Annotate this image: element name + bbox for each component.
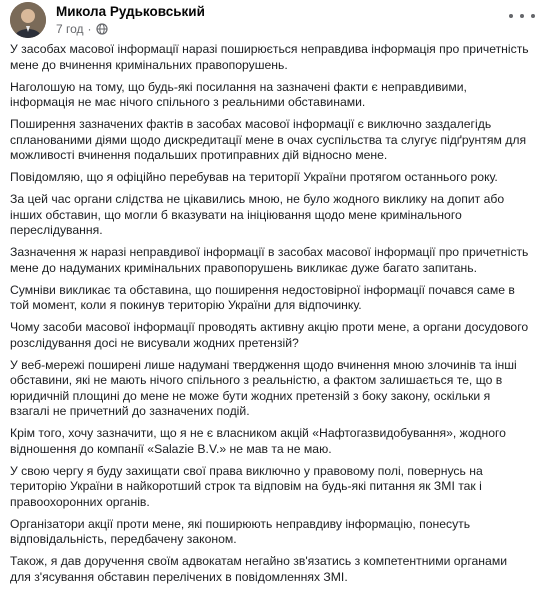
post-meta: [56, 22, 108, 36]
post-paragraph: Організатори акції проти мене, які поширюють неправдиву інформацію, понесуть відповідальність, передбачену законом.: [10, 516, 471, 546]
post-paragraph: Крім того, хочу зазначити, що я не є власником акцій «Нафтогазвидобування», жодного відношення до компанії «Salazie B.V.» не мав та не маю.: [10, 426, 506, 456]
author-avatar[interactable]: [10, 2, 46, 38]
author-name[interactable]: Микола Рудьковський: [56, 4, 205, 19]
post-paragraph: Також, я дав доручення своїм адвокатам негайно зв'язатись з компетентними органами для з'ясування обставин перелічених в повідомленнях ЗМІ.: [10, 554, 508, 584]
post-body: [10, 42, 530, 592]
avatar-photo: [10, 2, 46, 38]
post-paragraph: У веб-мережі поширені лише надумані твердження щодо вчинення мною злочинів та інші обставини, які не мають нічого спільного з реальністю, а фактом залишається те, що в юридичній площині до мене не може бути жодних претензій з боку закону, оскільки я взагалі не причетний до зазначених подій.: [10, 357, 517, 418]
post-paragraph: У свою чергу я буду захищати свої права виключно у правовому полі, повернусь на територію України в найкоротший строк та відповім на будь-які питання як ЗМІ так і правоохоронних органів.: [10, 463, 483, 509]
post-paragraph: Поширення зазначених фактів в засобах масової інформації є виключно заздалегідь спланованими діями щодо дискредитації мене в очах суспільства та слугує підґрунтям для можливості вчинення подальших протиправних дій відносно мене.: [10, 117, 527, 162]
post-paragraph: Наголошую на тому, що будь-які посилання на зазначені факти є неправдивими, інформація не має нічого спільного з реальними обставинами.: [10, 79, 467, 109]
post-paragraph: Сумніви викликає та обставина, що поширення недостовірної інформації почався саме в той момент, коли я покинув територію України для відпочинку.: [10, 282, 515, 312]
post-header: [10, 2, 535, 38]
more-options-icon[interactable]: [509, 8, 535, 24]
post-paragraph: Зазначення ж наразі неправдивої інформації в засобах масової інформації про причетність мене до надуманих кримінальних правопорушень викликає дуже багато запитань.: [10, 245, 529, 275]
globe-icon: [96, 23, 108, 35]
post-paragraph: У засобах масової інформації наразі поширюється неправдива інформація про причетність мене до вчинення кримінальних правопорушень.: [10, 42, 529, 72]
post-paragraph: Повідомляю, що я офіційно перебував на території України протягом останнього року.: [10, 170, 498, 184]
post-paragraph: Чому засоби масової інформації проводять активну акцію проти мене, а органи досудового розслідування досі не висували жодних претензій?: [10, 320, 529, 350]
post-time[interactable]: 7 год: [56, 22, 84, 36]
meta-separator: ·: [87, 22, 92, 36]
post-paragraph: За цей час органи слідства не цікавились мною, не було жодного виклику на допит або інших обставин, що могли б вказувати на ініціювання щодо мене кримінального переслідування.: [10, 192, 505, 237]
